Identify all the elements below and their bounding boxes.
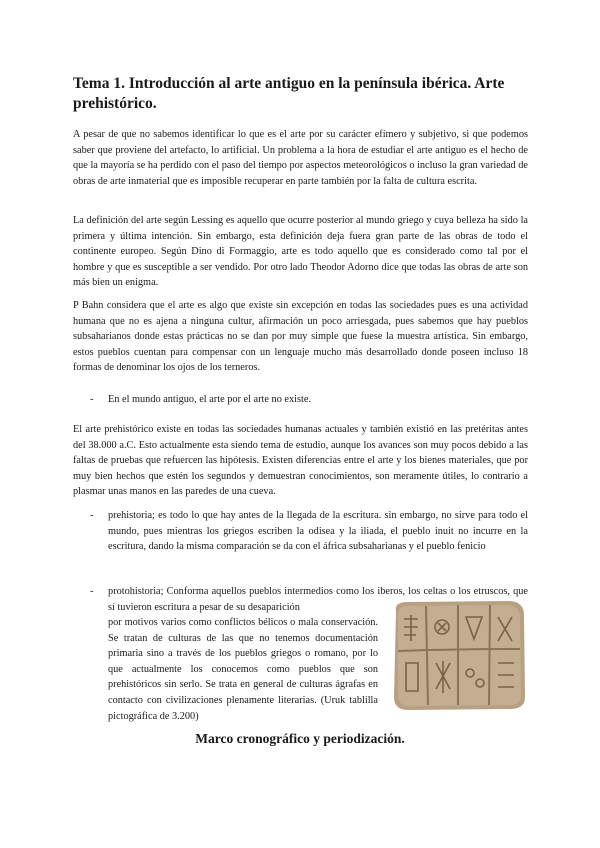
tablet-groove-3 [489, 605, 490, 705]
bullet-1: En el mundo antiguo, el arte por el arte no existe. [108, 394, 312, 405]
bullet-3-body: por motivos varios como conflictos bélicos o mala conservación. Se tratan de culturas de las que no tenemos documentación primaria sino a través de los pueblos griegos o romano, por lo que actualmente los conocemos como pueblos que son prehistóricos sin serlo. Se trata en general de culturas ágrafas en contacto con civilizaciones plenamente literarias. (Uruk tablilla pictográfica de 3.200) [108, 617, 378, 722]
bullet-dash-2: - [90, 510, 94, 521]
document-title: Tema 1. Introducción al arte antiguo en la península ibérica. Arte prehistórico. [73, 75, 505, 112]
bullet-dash-1: - [90, 394, 94, 405]
paragraph-3: P Bahn considera que el arte es algo que existe sin excepción en todas las sociedades pues es una actividad humana que no es ajena a ninguna cultur, afirmación un poco arriesgada, pues sabemos que hay pueblos subsaharianos donde estas prácticas no se dan por muy simple que fuese la muestra artística. Sin embargo, estos pueblos cuentan para compensar con un lenguaje mucho más desarrollado donde poseen incluso 18 formas de denominar los ojos de los terneros. [73, 300, 528, 374]
paragraph-2: La definición del arte según Lessing es aquello que ocurre posterior al mundo griego y cuya belleza ha sido la primera y última intención. Sin embargo, esta definición deja fuera gran parte de las obras de todo el continente europeo. Según Dino di Formaggio, arte es todo aquello que es considerado como tal por el hombre y que es susceptible a ser vendido. Por otro lado Theodor Adorno dice que todas las obras de arte son más bien un enigma. [73, 215, 528, 289]
bullet-2: prehistoria; es todo lo que hay antes de la llegada de la escritura. sin embargo, no sirve para todo el mundo, pues mientras los griegos escriben la odisea y la iliada, el pueblo inuit no incurre en la escritura, dando la misma comparación se da con el áfrica subsaharianas y el pueblo fenicio [108, 510, 528, 553]
paragraph-4: El arte prehistórico existe en todas las sociedades humanas actuales y también existió en las pretéritas antes del 38.000 a.C. Esto actualmente esta siendo tema de estudio, aunque los avances son muy pocos debido a las faltas de pruebas que refuercen las hipótesis. Existen diferencias entre el arte y los bienes materiales, que por muy bien hechos que estén los segundos y demuestran conocimientos, son meramente útiles, lo contrario a plasmar unas manos en las paredes de una cueva. [73, 424, 528, 498]
section-heading: Marco cronográfico y periodización. [195, 731, 405, 746]
bullet-dash-3: - [90, 586, 94, 597]
bullet-3-intro: protohistoria; Conforma aquellos pueblos intermedios como los iberos, los celtas o los etruscos, que sí tuvieron escritura a pesar de su desaparición [108, 586, 528, 613]
uruk-tablet-image [386, 597, 530, 715]
paragraph-1: A pesar de que no sabemos identificar lo que es el arte por su carácter efímero y subjetivo, si que podemos saber que proviene del artefacto, lo artificial. Un problema a la hora de estudiar el arte antiguo es el hecho de que la mayoría se ha perdido con el paso del tiempo por aspectos meteorológicos o incluso la gran variedad de obras de arte inmaterial que es imposible recuperar en parte también por la falta de cultura escrita. [73, 129, 528, 187]
